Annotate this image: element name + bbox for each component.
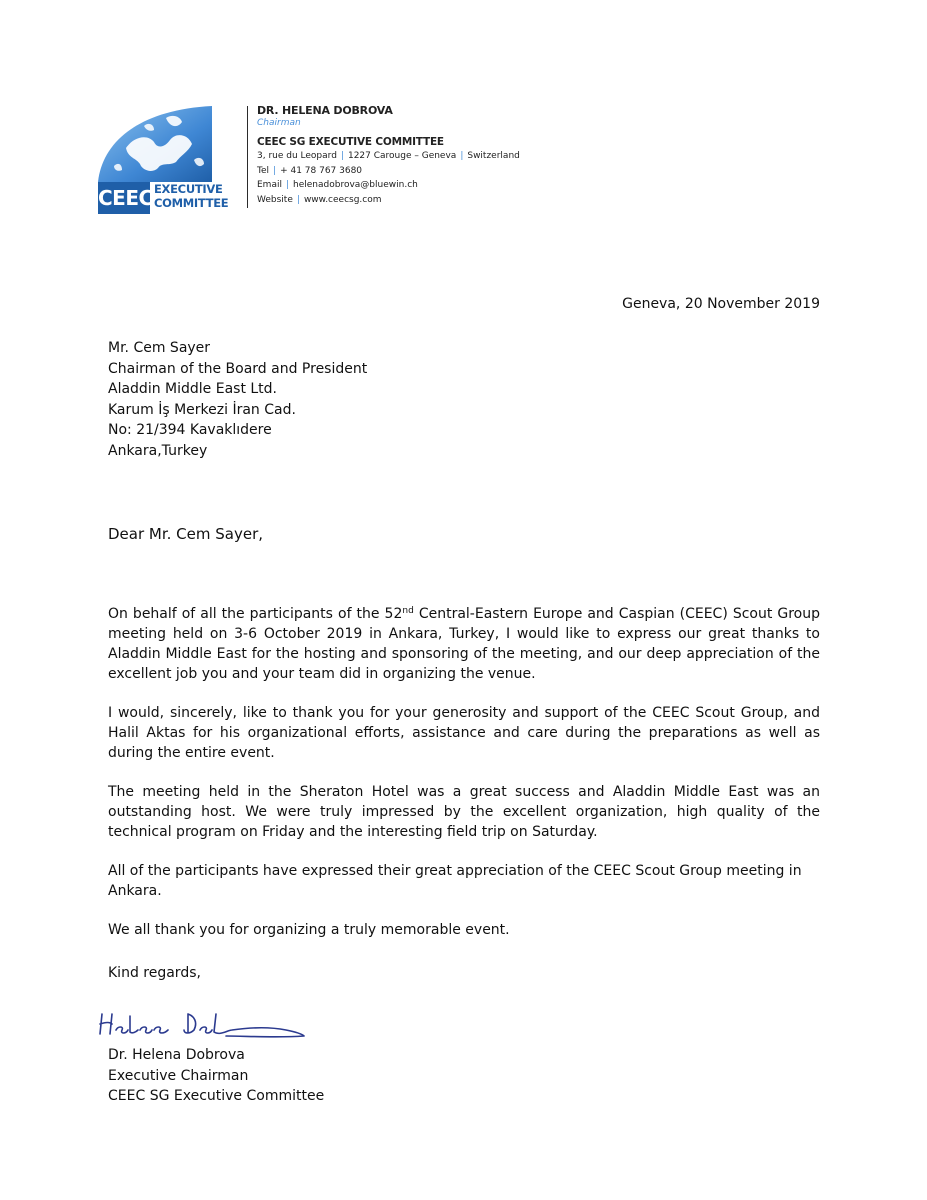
- paragraph-text: Central-Eastern Europe and Caspian (CEEC) Scout Group meeting held on 3-6 October 2019 in Ankara, Turkey, I would like to express our great thanks to Aladdin Middle East for the hosting and sponsoring of the meeting, and our deep appreciation of the excellent job you and your team did in organizing the venue.: [108, 606, 820, 682]
- sender-website: [257, 193, 520, 208]
- signatory-name: Dr. Helena Dobrova: [108, 1047, 245, 1063]
- separator: |: [285, 180, 290, 190]
- globe-icon: [96, 104, 216, 184]
- signatory-title: Executive Chairman: [108, 1067, 249, 1084]
- salutation: Dear Mr. Cem Sayer,: [108, 525, 264, 543]
- logo-committee-text: COMMITTEE: [154, 196, 229, 210]
- sender-address: [257, 149, 520, 164]
- ceec-logo: [96, 104, 229, 214]
- sender-role: Chairman: [257, 118, 301, 128]
- recipient-line: Chairman of the Board and President: [108, 360, 368, 377]
- signatory-block: [108, 1045, 324, 1107]
- closing: Kind regards,: [108, 965, 201, 981]
- email-label: Email: [257, 180, 282, 190]
- tel-label: Tel: [257, 165, 270, 176]
- handwritten-signature: [96, 1006, 310, 1042]
- separator: |: [460, 151, 464, 161]
- paragraph: All of the participants have expressed their great appreciation of the CEEC Scout Group meeting in Ankara.: [108, 863, 802, 899]
- paragraph-text: On behalf of all the participants of the 52: [108, 606, 403, 622]
- recipient-address: [108, 338, 367, 461]
- sender-email: [257, 178, 520, 193]
- recipient-line: Karum İş Merkezi İran Cad.: [108, 401, 296, 418]
- address-street: 3, rue du Leopard: [257, 151, 337, 161]
- letterhead-contact: [257, 104, 520, 207]
- letter-paragraphs: [108, 604, 820, 959]
- recipient-line: Aladdin Middle East Ltd.: [108, 381, 278, 397]
- separator: |: [273, 165, 277, 176]
- paragraph: [108, 604, 820, 684]
- signatory-org: CEEC SG Executive Committee: [108, 1088, 325, 1104]
- sender-tel: [257, 164, 520, 179]
- website-label: Website: [257, 194, 293, 205]
- sender-org: CEEC SG EXECUTIVE COMMITTEE: [257, 136, 444, 148]
- recipient-line: Mr. Cem Sayer: [108, 340, 211, 356]
- paragraph: We all thank you for organizing a truly memorable event.: [108, 922, 510, 938]
- paragraph: The meeting held in the Sheraton Hotel was a great success and Aladdin Middle East was an outstanding host. We were truly impressed by the excellent organization, high quality of the technical program on Friday and the interesting field trip on Saturday.: [108, 784, 820, 840]
- logo-executive-text: EXECUTIVE: [154, 182, 223, 196]
- email-value: helenadobrova@bluewin.ch: [293, 180, 418, 190]
- tel-value: + 41 78 767 3680: [280, 165, 363, 176]
- logo-subtitle: [154, 182, 229, 210]
- recipient-line: No: 21/394 Kavaklıdere: [108, 422, 272, 438]
- website-value: www.ceecsg.com: [303, 194, 382, 205]
- letterhead-divider: [247, 106, 248, 208]
- address-city: 1227 Carouge – Geneva: [347, 151, 457, 161]
- ordinal-suffix: nd: [402, 606, 414, 616]
- logo-ceec-wordmark: CEEC: [98, 182, 150, 214]
- separator: |: [340, 151, 344, 161]
- paragraph: I would, sincerely, like to thank you for your generosity and support of the CEEC Scout Group, and Halil Aktas for his organizational efforts, assistance and care during the preparations as well as during the entire event.: [108, 705, 820, 761]
- separator: |: [296, 194, 300, 205]
- letter-date: Geneva, 20 November 2019: [622, 296, 820, 312]
- sender-name: DR. HELENA DOBROVA: [257, 104, 393, 117]
- address-country: Switzerland: [467, 151, 520, 161]
- recipient-line: Ankara,Turkey: [108, 442, 208, 459]
